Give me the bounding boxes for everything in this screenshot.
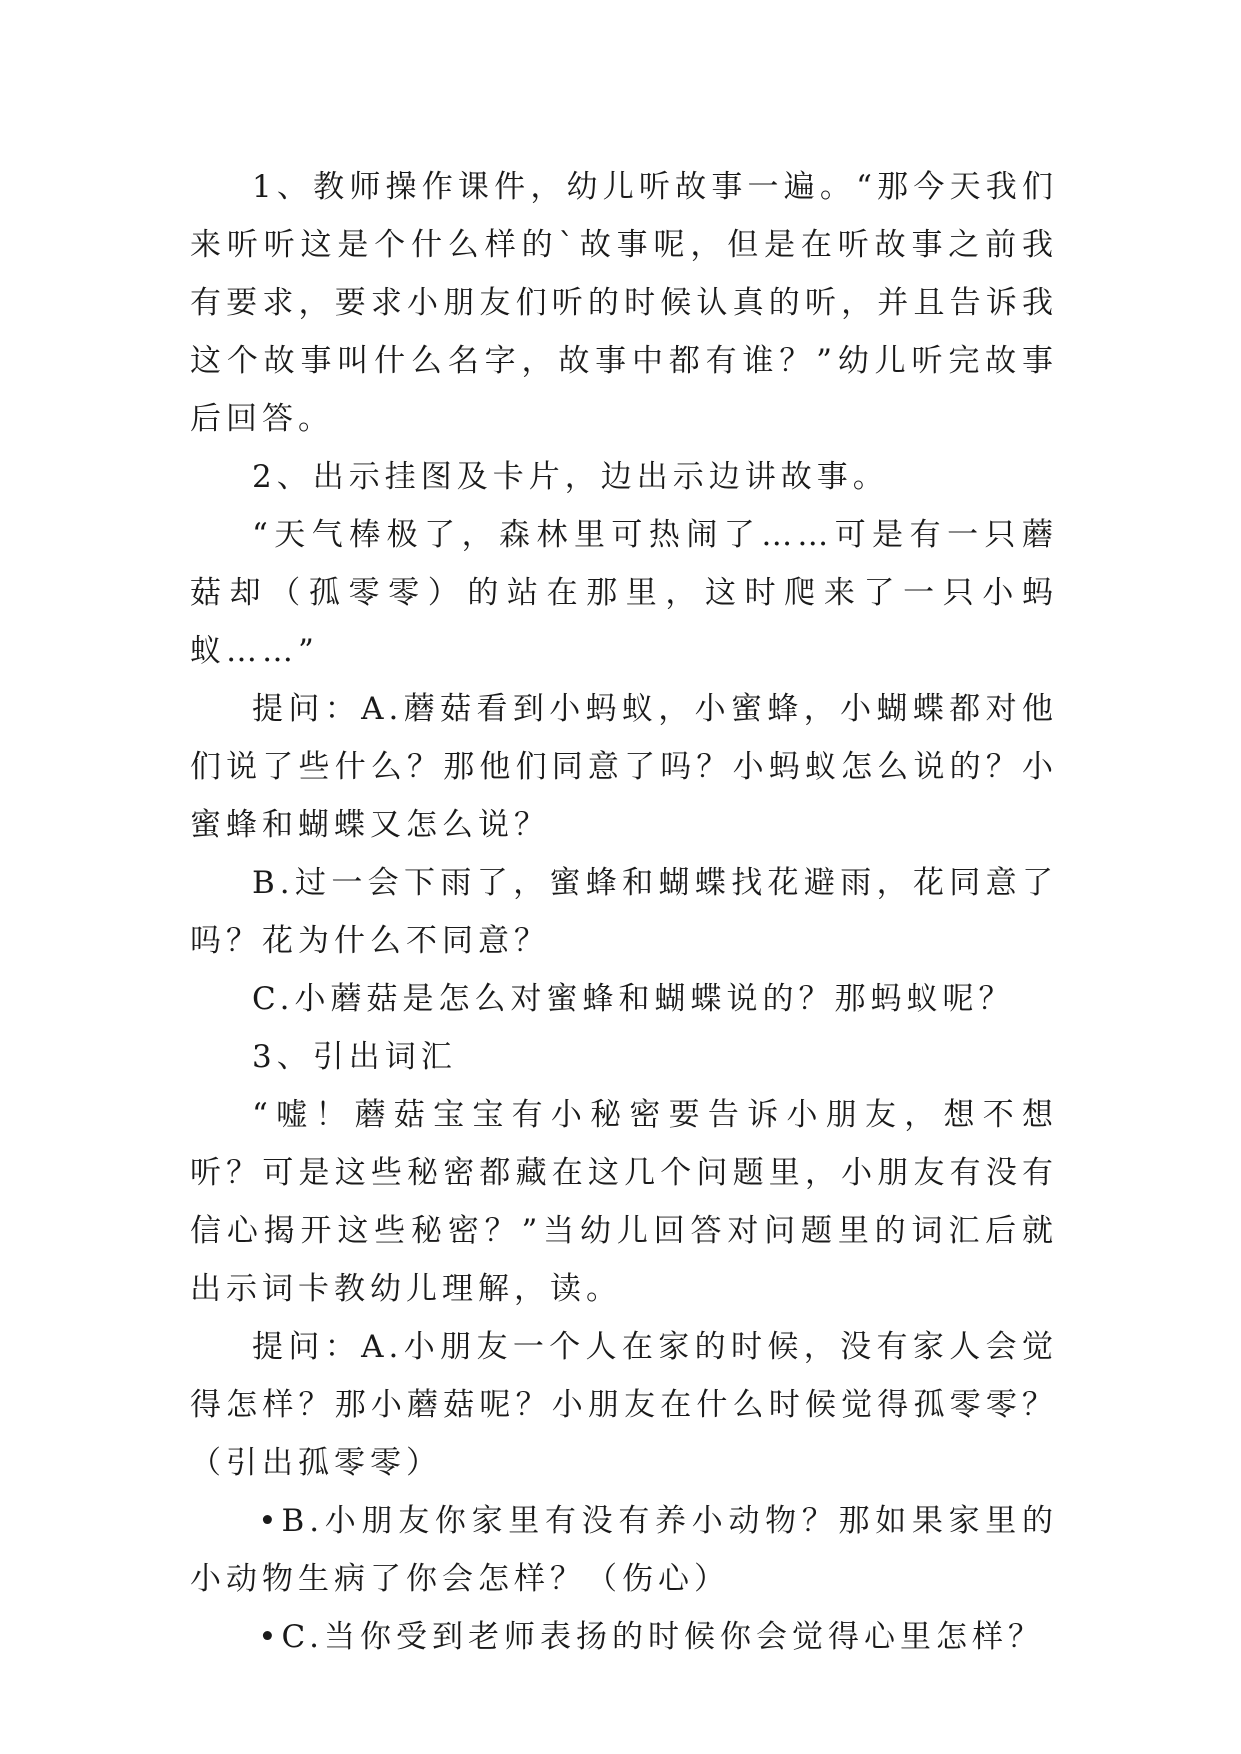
paragraph-step-1: 1、教师操作课件，幼儿听故事一遍。“那今天我们来听听这是个什么样的`故事呢，但是在听故事之前我有要求，要求小朋友们听的时候认真的听，并且告诉我这个故事叫什么名字，故事中都有谁？”幼儿听完故事后回答。	[190, 169, 1058, 437]
paragraph-story-quote: “天气棒极了，森林里可热闹了……可是有一只蘑菇却（孤零零）的站在那里，这时爬来了一只小蚂蚁……”	[190, 517, 1058, 669]
paragraph-secret-quote: “嘘！蘑菇宝宝有小秘密要告诉小朋友，想不想听？可是这些秘密都藏在这几个问题里，小朋友有没有信心揭开这些秘密？”当幼儿回答对问题里的词汇后就出示词卡教幼儿理解，读。	[190, 1097, 1058, 1307]
paragraph-vocab-question-a: 提问：A.小朋友一个人在家的时候，没有家人会觉得怎样？那小蘑菇呢？小朋友在什么时候觉得孤零零？（引出孤零零）	[190, 1329, 1058, 1481]
document-body	[190, 158, 1058, 1666]
paragraph-question-b: B.过一会下雨了，蜜蜂和蝴蝶找花避雨，花同意了吗？花为什么不同意？	[190, 865, 1058, 959]
paragraph-vocab-question-b: •B.小朋友你家里有没有养小动物？那如果家里的小动物生病了你会怎样？（伤心）	[190, 1503, 1058, 1597]
paragraph-question-c: C.小蘑菇是怎么对蜜蜂和蝴蝶说的？那蚂蚁呢？	[252, 981, 1015, 1017]
paragraph-question-a: 提问：A.蘑菇看到小蚂蚁，小蜜蜂，小蝴蝶都对他们说了些什么？那他们同意了吗？小蚂蚁怎么说的？小蜜蜂和蝴蝶又怎么说？	[190, 691, 1058, 843]
paragraph-step-3: 3、引出词汇	[252, 1039, 457, 1075]
paragraph-vocab-question-c: •C.当你受到老师表扬的时候你会觉得心里怎样？	[258, 1619, 1044, 1655]
paragraph-step-2: 2、出示挂图及卡片，边出示边讲故事。	[252, 459, 889, 495]
